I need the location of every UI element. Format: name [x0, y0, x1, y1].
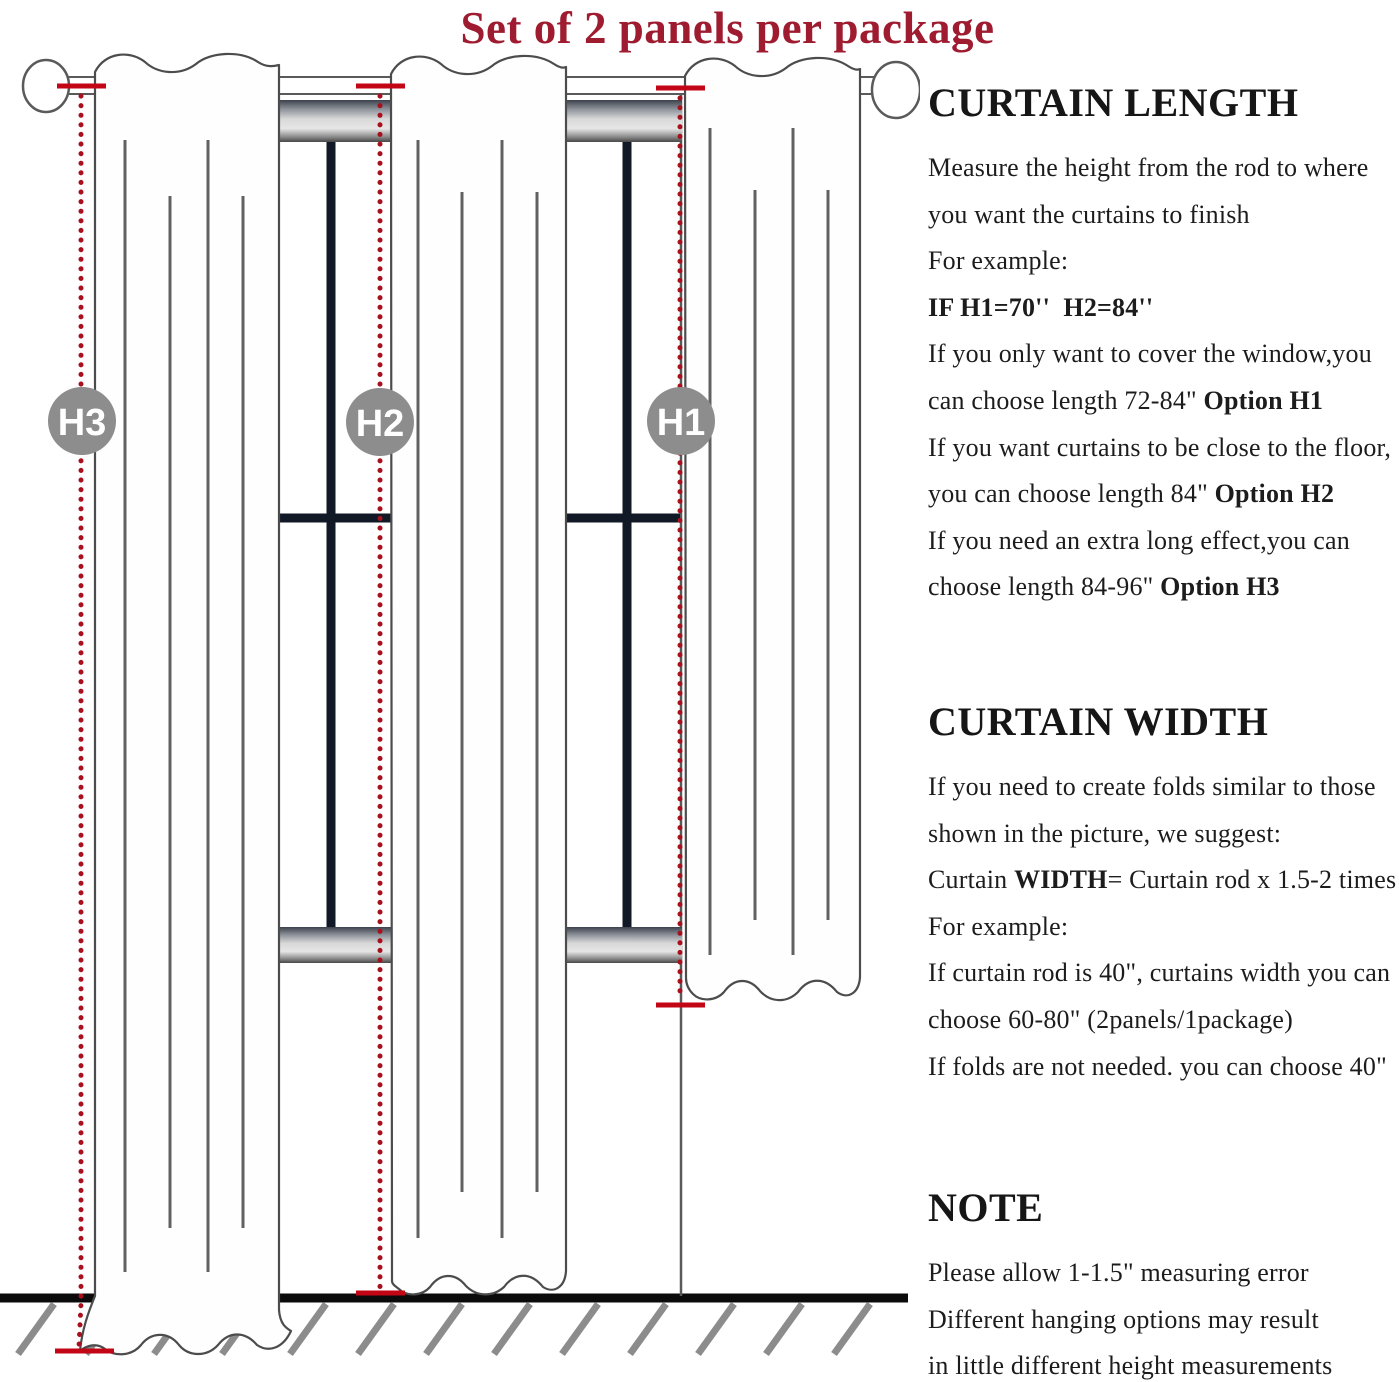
text-line: If folds are not needed. you can choose 40" — [928, 1051, 1387, 1081]
label-h2: H2 — [355, 403, 405, 445]
text-line: If curtain rod is 40", curtains width you can — [928, 958, 1391, 988]
text-line: choose length 84-96" Option H3 — [928, 572, 1280, 602]
section-heading: NOTE — [928, 1185, 1044, 1230]
text-line: Measure the height from the rod to where — [928, 153, 1369, 182]
rod-finial-right-icon — [872, 62, 920, 118]
section-body — [928, 764, 1399, 1090]
text-line: For example: — [928, 246, 1069, 276]
measure-line-h3 — [79, 96, 81, 1347]
text-line: If you need an extra long effect,you can — [928, 525, 1350, 555]
text-line: If you want curtains to be close to the floor, — [928, 432, 1392, 462]
text-line: you can choose length 84" Option H2 — [928, 479, 1335, 509]
section-curtain-length — [928, 79, 1399, 611]
text-line: For example: — [928, 911, 1069, 941]
text-line: can choose length 72-84" Option H1 — [928, 385, 1324, 415]
section-body — [928, 145, 1399, 611]
page-title: Set of 2 panels per package — [460, 3, 995, 53]
text-line: IF H1=70'' H2=84'' — [928, 292, 1154, 322]
text-line: Please allow 1-1.5" measuring error — [928, 1258, 1309, 1287]
text-line: in little different height measurements — [928, 1351, 1333, 1381]
section-note — [928, 1184, 1399, 1382]
section-heading: CURTAIN WIDTH — [928, 699, 1269, 744]
text-line: shown in the picture, we suggest: — [928, 818, 1282, 848]
section-heading: CURTAIN LENGTH — [928, 80, 1299, 125]
text-line: If you need to create folds similar to those — [928, 772, 1376, 801]
text-line: If you only want to cover the window,you — [928, 339, 1372, 369]
label-h3: H3 — [57, 402, 107, 444]
section-curtain-width — [928, 698, 1399, 1090]
text-line: you want the curtains to finish — [928, 199, 1250, 229]
curtain-panels — [80, 54, 860, 1354]
text-line: Curtain WIDTH= Curtain rod x 1.5-2 times — [928, 865, 1397, 895]
curtain-panel-h3 — [80, 54, 291, 1354]
text-line: Different hanging options may result — [928, 1304, 1319, 1334]
text-line: choose 60-80" (2panels/1package) — [928, 1004, 1293, 1034]
label-h1: H1 — [656, 402, 706, 444]
section-body — [928, 1250, 1399, 1382]
